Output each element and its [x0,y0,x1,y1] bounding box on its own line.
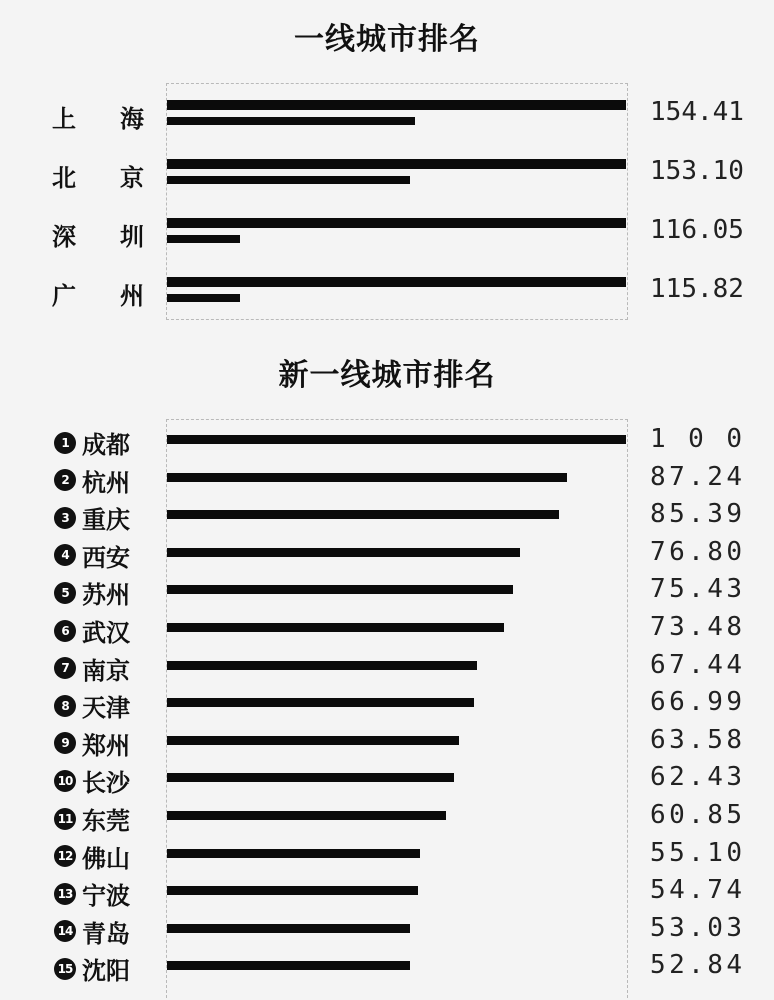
city-name: 青岛 [82,919,130,948]
value-label: 1 0 0 [650,424,742,454]
city-label: 深 圳 [52,223,144,251]
rank-badge: 13 [54,883,76,905]
city-label [54,876,130,911]
bar [167,736,459,745]
rank-badge: 8 [54,695,76,717]
bar [167,698,474,707]
city-label [54,500,130,535]
value-label: 6 0 . 8 5 [650,800,742,830]
bar [167,661,477,670]
city-label [54,801,130,836]
city-name: 长沙 [82,769,130,798]
rank-badge: 5 [54,582,76,604]
value-label: 6 6 . 9 9 [650,687,742,718]
sub-bar [167,117,415,125]
city-label [54,575,130,610]
value-label: 6 2 . 4 3 [650,762,742,793]
city-name: 武汉 [82,619,130,647]
city-label [54,726,130,761]
bar [167,585,513,594]
value-label: 1 5 3 . 1 0 [650,156,744,186]
bar [167,773,454,782]
bar [167,924,410,933]
rank-badge: 9 [54,732,76,754]
city-name: 佛山 [82,844,130,873]
bar [167,435,626,444]
city-name: 成都 [82,431,130,459]
value-label: 6 7 . 4 4 [650,649,742,680]
bar [167,886,418,895]
value-label: 7 5 . 4 3 [650,574,742,605]
city-name: 南京 [82,656,130,685]
rank-badge: 10 [54,770,76,792]
city-label [54,425,130,460]
city-label [54,463,130,498]
city-name: 沈阳 [82,957,130,986]
bar [167,510,559,519]
city-label: 北 京 [52,164,144,192]
city-name: 重庆 [82,506,130,535]
bar [167,811,446,820]
chart-title-new-tier1: 新一线城市排名 [278,358,496,393]
value-label: 1 1 6 . 0 5 [650,215,744,245]
value-label: 1 1 5 . 8 2 [650,274,744,304]
city-label [54,613,130,648]
city-label [54,839,130,874]
rank-badge: 1 [54,432,76,454]
value-label: 7 6 . 8 0 [650,536,742,567]
rank-badge: 2 [54,469,76,491]
chart-title-tier1: 一线城市排名 [294,22,480,57]
city-name: 东莞 [82,807,130,835]
rank-badge: 12 [54,845,76,867]
rank-badge: 11 [54,808,76,830]
full-bar [167,277,626,287]
city-name: 郑州 [82,731,130,760]
city-label [54,914,130,949]
value-label: 5 4 . 7 4 [650,875,742,906]
bar [167,849,420,858]
city-name: 天津 [82,694,130,723]
sub-bar [167,235,240,243]
bar [167,623,504,632]
full-bar [167,218,626,228]
city-name: 苏州 [82,581,130,610]
full-bar [167,100,626,110]
value-label: 1 5 4 . 4 1 [650,97,744,127]
sub-bar [167,294,240,302]
city-label [54,688,130,723]
value-label: 5 3 . 0 3 [650,912,742,943]
city-label: 广 州 [52,282,144,310]
full-bar [167,159,626,169]
chart-frame-new-tier1 [166,419,628,998]
value-label: 5 2 . 8 4 [650,950,742,981]
value-label: 5 5 . 1 0 [650,837,742,868]
bar [167,473,567,482]
bar [167,961,410,970]
value-label: 6 3 . 5 8 [650,724,742,755]
city-name: 西安 [82,543,130,572]
rank-badge: 15 [54,958,76,980]
value-label: 7 3 . 4 8 [650,612,742,642]
city-label [54,538,130,573]
rank-badge: 6 [54,620,76,642]
city-name: 杭州 [82,468,130,497]
city-name: 宁波 [82,882,130,911]
rank-badge: 7 [54,657,76,679]
sub-bar [167,176,410,184]
value-label: 8 5 . 3 9 [650,499,742,530]
city-label [54,951,130,986]
rank-badge: 14 [54,920,76,942]
value-label: 8 7 . 2 4 [650,461,742,492]
city-label: 上 海 [52,105,144,133]
rank-badge: 4 [54,544,76,566]
city-label [54,763,130,798]
city-label [54,651,130,686]
rank-badge: 3 [54,507,76,529]
bar [167,548,520,557]
